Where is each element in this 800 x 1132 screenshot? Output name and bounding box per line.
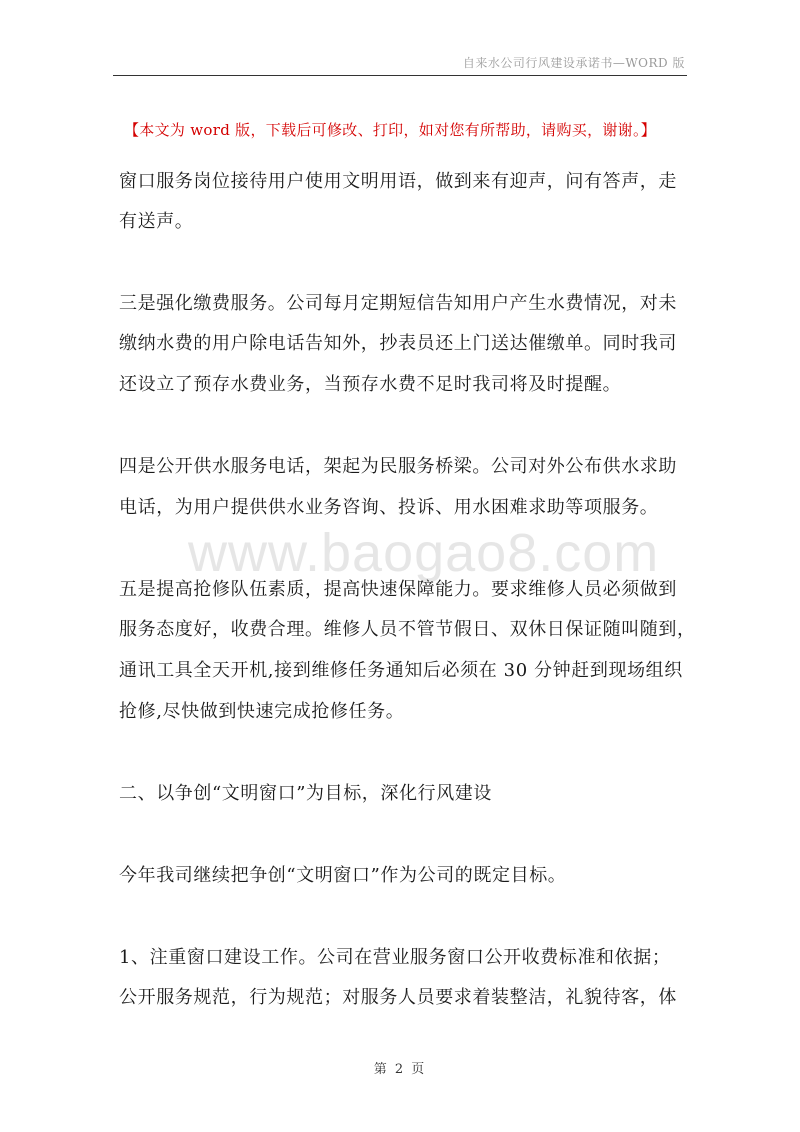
- body-line: 抢修,尽快做到快速完成抢修任务。: [119, 701, 405, 722]
- body-line: 缴纳水费的用户除电话告知外，抄表员还上门送达催缴单。同时我司: [119, 333, 677, 354]
- body-line: 今年我司继续把争创“文明窗口”作为公司的既定目标。: [119, 865, 567, 886]
- section-heading: 二、以争创“文明窗口”为目标，深化行风建设: [119, 783, 493, 804]
- header-divider: [113, 75, 687, 76]
- running-header: 自来水公司行风建设承诺书—WORD 版: [462, 56, 685, 70]
- body-line: 公开服务规范，行为规范；对服务人员要求着装整洁，礼貌待客，体: [119, 987, 677, 1008]
- body-line: 通讯工具全天开机,接到维修任务通知后必须在 30 分钟赶到现场组织: [119, 660, 683, 681]
- body-line: 窗口服务岗位接待用户使用文明用语，做到来有迎声，问有答声，走: [119, 171, 677, 192]
- body-line: 三是强化缴费服务。公司每月定期短信告知用户产生水费情况，对未: [119, 293, 677, 314]
- watermark: www.baogao8.com: [188, 523, 660, 583]
- body-line: 四是公开供水服务电话，架起为民服务桥梁。公司对外公布供水求助: [119, 456, 677, 477]
- body-line: 还设立了预存水费业务，当预存水费不足时我司将及时提醒。: [119, 374, 622, 395]
- body-line: 服务态度好，收费合理。维修人员不管节假日、双休日保证随叫随到，: [119, 619, 696, 640]
- body-line: 有送声。: [119, 211, 194, 232]
- body-line: 电话，为用户提供供水业务咨询、投诉、用水困难求助等项服务。: [119, 497, 659, 518]
- download-notice: 【本文为 word 版，下载后可修改、打印，如对您有所帮助，请购买，谢谢。】: [124, 121, 657, 139]
- body-line: 五是提高抢修队伍素质，提高快速保障能力。要求维修人员必须做到: [119, 579, 677, 600]
- page-number: 第 2 页: [373, 1062, 427, 1077]
- body-line: 1、注重窗口建设工作。公司在营业服务窗口公开收费标准和依据；: [119, 947, 671, 968]
